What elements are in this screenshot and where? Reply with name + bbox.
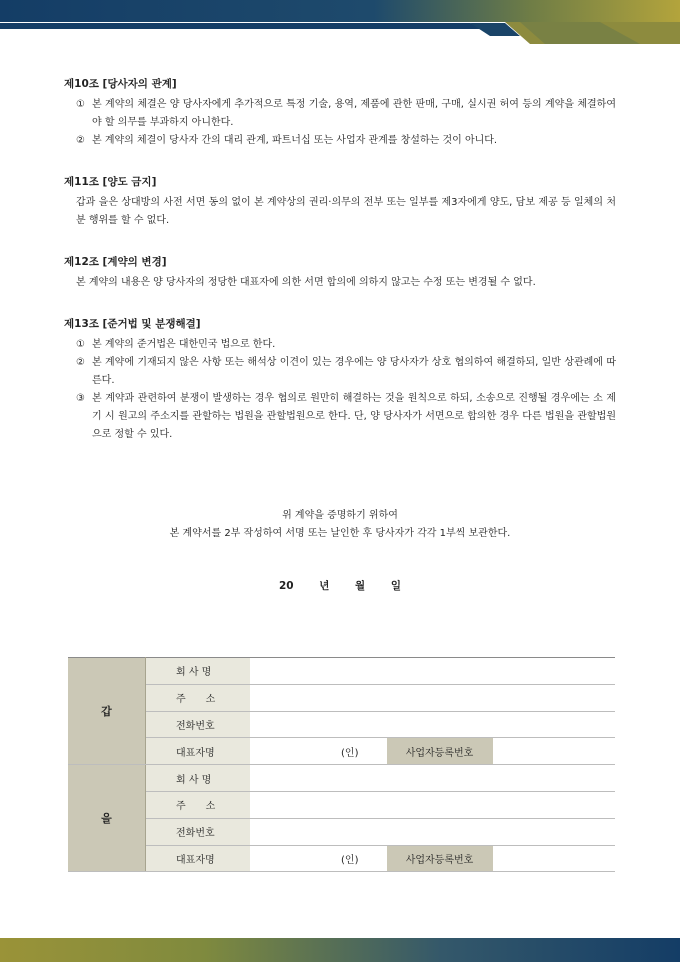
date-line: 20 년 월 일 <box>278 580 401 592</box>
article-13-item-2 <box>64 354 616 390</box>
item-text: 본 계약의 준거법은 대한민국 법으로 한다. <box>92 339 276 350</box>
party-a-phone-row <box>68 711 615 738</box>
article-10-item-1 <box>64 96 616 132</box>
article-10-title: 제10조 [당사자의 관계] <box>64 78 177 90</box>
closing-line-1: 위 계약을 증명하기 위하여 <box>282 510 398 521</box>
party-b-address-field[interactable] <box>250 791 616 818</box>
article-10-item-2 <box>64 132 616 150</box>
signature-table <box>68 657 615 872</box>
phone-label: 전화번호 <box>146 711 250 738</box>
party-a-biz-no-field[interactable] <box>493 738 616 765</box>
item-number: ③ <box>76 393 85 404</box>
party-a-seal[interactable]: (인) <box>250 738 387 765</box>
address-label: 주 소 <box>146 791 250 818</box>
rep-label: 대표자명 <box>146 738 250 765</box>
party-a-phone-field[interactable] <box>250 711 616 738</box>
item-text: 본 계약에 기재되지 않은 사항 또는 해석상 이견이 있는 경우에는 양 당사자가 상호 협의하여 해결하되, 일반 상관례에 따른다. <box>92 357 616 386</box>
article-12-text: 본 계약의 내용은 양 당사자의 정당한 대표자에 의한 서면 합의에 의하지 않고는 수정 또는 변경될 수 없다. <box>76 277 536 288</box>
item-number: ② <box>76 135 85 146</box>
contract-body <box>64 76 616 444</box>
party-b-company-row <box>68 765 615 792</box>
party-a-label: 갑 <box>68 658 146 765</box>
party-b-rep-row <box>68 845 615 872</box>
closing-line-2: 본 계약서를 2부 작성하여 서명 또는 날인한 후 당사자가 각각 1부씩 보관한다. <box>169 528 511 539</box>
party-b-address-row <box>68 791 615 818</box>
header-band-graphic <box>0 0 680 44</box>
rep-label: 대표자명 <box>146 845 250 872</box>
item-text: 본 계약과 관련하여 분쟁이 발생하는 경우 협의로 원만히 해결하는 것을 원칙으로 하되, 소송으로 진행될 경우에는 소 제기 시 원고의 주소지를 관할하는 법원을 관할법원으로 한다. 단, 양 당사자가 서면으로 합의한 경우 다른 법원을 관할법원으로 정할 수 있다. <box>92 393 616 440</box>
party-a-address-field[interactable] <box>250 684 616 711</box>
party-a-address-row <box>68 684 615 711</box>
party-b-label: 을 <box>68 765 146 872</box>
article-13-item-1 <box>64 336 616 354</box>
party-b-biz-no-field[interactable] <box>493 845 616 872</box>
item-text: 본 계약의 체결은 양 당사자에게 추가적으로 특정 기술, 용역, 제품에 관한 판매, 구매, 실시권 허여 등의 계약을 체결하여야 할 의무를 부과하지 아니한다. <box>92 99 616 128</box>
party-b-company-field[interactable] <box>250 765 616 792</box>
biz-no-label: 사업자등록번호 <box>387 845 493 872</box>
party-a-company-field[interactable] <box>250 658 616 685</box>
item-number: ① <box>76 99 85 110</box>
item-number: ② <box>76 357 85 368</box>
footer-decoration <box>0 938 680 962</box>
item-number: ① <box>76 339 85 350</box>
party-b-phone-row <box>68 818 615 845</box>
article-13-item-3 <box>64 390 616 444</box>
phone-label: 전화번호 <box>146 818 250 845</box>
party-a-company-row <box>68 658 615 685</box>
article-12-title: 제12조 [계약의 변경] <box>64 256 167 268</box>
party-b-phone-field[interactable] <box>250 818 616 845</box>
party-b-seal[interactable]: (인) <box>250 845 387 872</box>
address-label: 주 소 <box>146 684 250 711</box>
header-decoration <box>0 0 680 44</box>
company-label: 회 사 명 <box>146 765 250 792</box>
article-11-title: 제11조 [양도 금지] <box>64 176 157 188</box>
company-label: 회 사 명 <box>146 658 250 685</box>
party-a-rep-row <box>68 738 615 765</box>
biz-no-label: 사업자등록번호 <box>387 738 493 765</box>
item-text: 본 계약의 체결이 당사자 간의 대리 관계, 파트너십 또는 사업자 관계를 창설하는 것이 아니다. <box>92 135 498 146</box>
article-13-title: 제13조 [준거법 및 분쟁해결] <box>64 318 201 330</box>
article-11-text: 갑과 을은 상대방의 사전 서면 동의 없이 본 계약상의 권리·의무의 전부 또는 일부를 제3자에게 양도, 담보 제공 등 일체의 처분 행위를 할 수 없다. <box>76 197 616 226</box>
